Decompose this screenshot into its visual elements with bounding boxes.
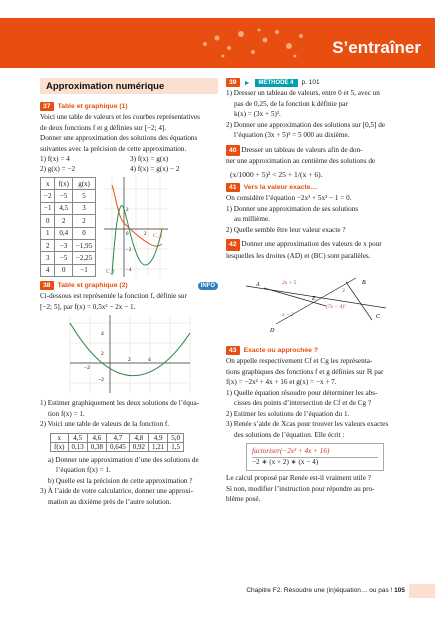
table-cell: 2 xyxy=(41,239,55,251)
table-cell: 4,7 xyxy=(107,433,130,442)
table-cell: −1 xyxy=(41,202,55,214)
text-line: des solutions de l’équation. Elle écrit : xyxy=(234,430,345,439)
exercise-number: 39 xyxy=(226,78,240,87)
axis-label: 4 xyxy=(101,331,104,337)
text-line: pas de 0,25, de la fonction k définie par xyxy=(234,99,348,108)
text-line: Donner une approximation des solutions des équations xyxy=(40,134,198,142)
axis-label: −2 xyxy=(98,377,104,383)
text-line: cisses des points d’intersection de Cf et de Cg ? xyxy=(234,399,372,407)
text-line: f(x) = −2x² + 4x + 16 et g(x) = −x + 7. xyxy=(226,378,337,386)
length-label: (7x − 4)² xyxy=(326,304,346,310)
question: 2) Voici une table de valeurs de la fonction f. xyxy=(40,420,170,428)
table-cell: 1 xyxy=(41,227,55,239)
table-cell: 3 xyxy=(72,202,95,214)
code-output: −2 ∗ (x + 2) ∗ (x − 4) xyxy=(252,457,378,467)
left-column xyxy=(40,78,218,508)
exercise-43 xyxy=(226,346,404,505)
table-header: g(x) xyxy=(72,178,95,190)
table-cell: 1,5 xyxy=(168,442,184,451)
question: 2) g(x) = −2 xyxy=(40,164,76,173)
table-cell: 4,5 xyxy=(55,202,73,214)
table-cell: −3 xyxy=(55,239,73,251)
table-header: x xyxy=(51,433,69,442)
exercise-title: Vers la valeur exacte… xyxy=(243,184,318,191)
text-line: suivantes avec la précision de cette approximation. xyxy=(40,144,187,153)
exercise-39: 39 ► MÉTHODE 4 p. 101 1) Dresser un tableau de valeurs, entre 0 et 5, avec un pas de 0,25, de la fonction k définie par k(x) = (3x + 5)³. 2) Donner une approximation des solutions sur [0,5] de l’équation (3x + 5)³ = 5 000 au dixième. xyxy=(226,78,404,141)
text-line: blème posé. xyxy=(226,495,261,503)
text-line: Ci-dessous est représentée la fonction f, définie sur xyxy=(40,292,187,300)
text-line: l’équation (3x + 5)³ = 5 000 au dixième. xyxy=(234,131,350,139)
text-line: ner une approximation au centième des solutions de xyxy=(226,157,376,165)
point-label: E xyxy=(312,296,316,302)
info-badge: INFO xyxy=(198,282,218,290)
text-line: tions graphiques des fonctions f et g définies sur ℝ par xyxy=(226,367,384,376)
geometry-figure xyxy=(226,262,404,342)
text-line: au millième. xyxy=(234,215,270,223)
table-header: x xyxy=(41,178,55,190)
table-cell: 3 xyxy=(41,252,55,264)
method-badge: MÉTHODE 4 xyxy=(255,79,298,87)
page-title: S’entraîner xyxy=(332,38,421,57)
axis-label: 4 xyxy=(148,357,151,363)
page-number: 105 xyxy=(394,587,405,594)
question: 1) Estimer graphiquement les deux solutions de l’équa- xyxy=(40,399,200,407)
question: tion f(x) = 1. xyxy=(48,409,85,418)
exercise-number: 37 xyxy=(40,102,54,111)
length-label: 3 xyxy=(342,288,345,294)
point-label: A xyxy=(256,282,260,288)
chapter-label: Chapitre F2. Résoudre une (in)équation… ou pas ! xyxy=(246,587,393,594)
exercise-number: 41 xyxy=(226,183,240,192)
question: 3) f(x) = g(x) xyxy=(130,155,169,163)
text-line: 2) Donner une approximation des solutions sur [0,5] de xyxy=(226,120,386,129)
exercise-41 xyxy=(226,183,404,235)
values-table-2 xyxy=(50,433,184,452)
text-line: Voici une table de valeurs et les courbes représentatives xyxy=(40,113,200,121)
table-cell: 4,5 xyxy=(68,433,87,442)
section-title: Approximation numérique xyxy=(40,78,218,94)
table-header: f(x) xyxy=(55,178,73,190)
table-cell: −1 xyxy=(72,264,95,276)
exercise-number: 40 xyxy=(226,145,240,157)
length-label: 2x + 5 xyxy=(282,280,297,286)
text-line: Donner une approximation des valeurs de x pour xyxy=(241,240,382,248)
text-line: [−2; 5], par f(x) = 0,5x² − 2x − 1. xyxy=(40,302,136,311)
exercise-38 xyxy=(40,281,218,507)
exercise-number: 38 xyxy=(40,281,54,290)
footer xyxy=(0,584,435,598)
table-cell: 0,13 xyxy=(68,442,87,451)
length-label: x − 2 xyxy=(282,312,294,318)
axis-label: 2 xyxy=(128,357,131,363)
axis-label: 0 xyxy=(126,232,129,237)
exercise-number: 43 xyxy=(226,346,240,355)
exercise-40 xyxy=(226,145,404,180)
text-line: 2) Quelle semble être leur valeur exacte ? xyxy=(226,225,346,234)
text-line: On appelle respectivement Cf et Cg les représenta- xyxy=(226,357,373,365)
curve-label: C_f xyxy=(106,269,115,275)
table-cell: 0,92 xyxy=(129,442,148,451)
code-box xyxy=(246,443,384,471)
table-cell: 5,0 xyxy=(168,433,184,442)
table-cell: 0,645 xyxy=(107,442,130,451)
axis-label: 2 xyxy=(101,351,104,357)
table-cell: 5 xyxy=(72,190,95,202)
question: 1) f(x) = 4 xyxy=(40,155,70,163)
curve-label: C_g xyxy=(153,233,163,239)
text-line: Le calcul proposé par Renée est-il vraiment utile ? xyxy=(226,474,371,482)
footer-bar xyxy=(409,584,435,598)
table-cell: 2 xyxy=(55,215,73,227)
point-label: B xyxy=(362,280,366,286)
axis-label: −2 xyxy=(126,248,132,253)
table-cell: −2,25 xyxy=(72,252,95,264)
text-line: k(x) = (3x + 5)³. xyxy=(234,110,281,118)
axis-label: −4 xyxy=(126,268,132,273)
table-cell: 0,4 xyxy=(55,227,73,239)
table-cell: 0,38 xyxy=(87,442,106,451)
right-column xyxy=(226,78,404,506)
table-cell: 1,21 xyxy=(149,442,168,451)
table-cell: −5 xyxy=(55,190,73,202)
exercise-42 xyxy=(226,239,404,344)
question: mation au dixième près de l’autre solution. xyxy=(48,497,172,506)
decorative-dots xyxy=(195,24,315,64)
exercise-number: 42 xyxy=(226,239,240,251)
code-input: factoriser(−2x² + 4x + 16) xyxy=(252,447,330,455)
page-ref: p. 101 xyxy=(301,79,320,86)
point-label: C xyxy=(376,314,381,320)
question: 4) f(x) = g(x) − 2 xyxy=(130,164,180,173)
table-cell: −2 xyxy=(41,190,55,202)
table-cell: 2 xyxy=(72,215,95,227)
formula: (x/1000 + 5)² < 25 + 1/(x + 6). xyxy=(230,169,323,179)
point-label: D xyxy=(270,328,275,334)
graph-fg xyxy=(104,177,168,277)
exercise-title: Table et graphique (1) xyxy=(57,103,128,110)
text-line: Dresser un tableau de valeurs afin de don- xyxy=(241,145,363,154)
exercise-37 xyxy=(40,102,218,277)
table-cell: −5 xyxy=(55,252,73,264)
text-line: 2) Estimer les solutions de l’équation du 1. xyxy=(226,409,350,418)
table-cell: 0 xyxy=(72,227,95,239)
text-line: de deux fonctions f et g définies sur [−2; 4]. xyxy=(40,123,167,132)
exercise-title: Table et graphique (2) xyxy=(57,282,128,289)
axis-label: 2 xyxy=(126,208,129,213)
text-line: Si non, modifier l’instruction pour répondre au pro- xyxy=(226,484,375,493)
header-banner xyxy=(0,18,435,68)
values-table xyxy=(40,177,96,277)
axis-label: 2 xyxy=(144,232,147,237)
text-line: On considère l’équation −2x³ + 5x² − 1 = 0. xyxy=(226,194,352,202)
table-cell: 0 xyxy=(55,264,73,276)
graph-parabola xyxy=(40,313,218,397)
text-line: 1) Donner une approximation de ses solutions xyxy=(226,204,359,213)
question: 3) À l’aide de votre calculatrice, donner une approxi- xyxy=(40,487,194,496)
text-line: 3) Renée s’aide de Xcas pour trouver les valeurs exactes xyxy=(226,420,389,428)
table-header: f(x) xyxy=(51,442,69,451)
text-line: 1) Dresser un tableau de valeurs, entre 0 et 5, avec un xyxy=(226,89,380,97)
table-cell: −1,95 xyxy=(72,239,95,251)
text-line: 1) Quelle équation résoudre pour déterminer les abs- xyxy=(226,388,378,397)
table-cell: 0 xyxy=(41,215,55,227)
question: a) Donner une approximation d’une des solutions de xyxy=(48,455,199,464)
footer-text xyxy=(246,587,405,594)
table-cell: 4,9 xyxy=(149,433,168,442)
table-cell: 4,6 xyxy=(87,433,106,442)
text-line: lesquelles les droites (AD) et (BC) sont parallèles. xyxy=(226,251,371,260)
question: l’équation f(x) = 1. xyxy=(56,466,111,475)
question: b) Quelle est la précision de cette approximation ? xyxy=(48,476,193,485)
table-cell: 4,8 xyxy=(129,433,148,442)
axis-label: −2 xyxy=(84,365,90,371)
table-cell: 4 xyxy=(41,264,55,276)
exercise-title: Exacte ou approchée ? xyxy=(243,347,318,354)
